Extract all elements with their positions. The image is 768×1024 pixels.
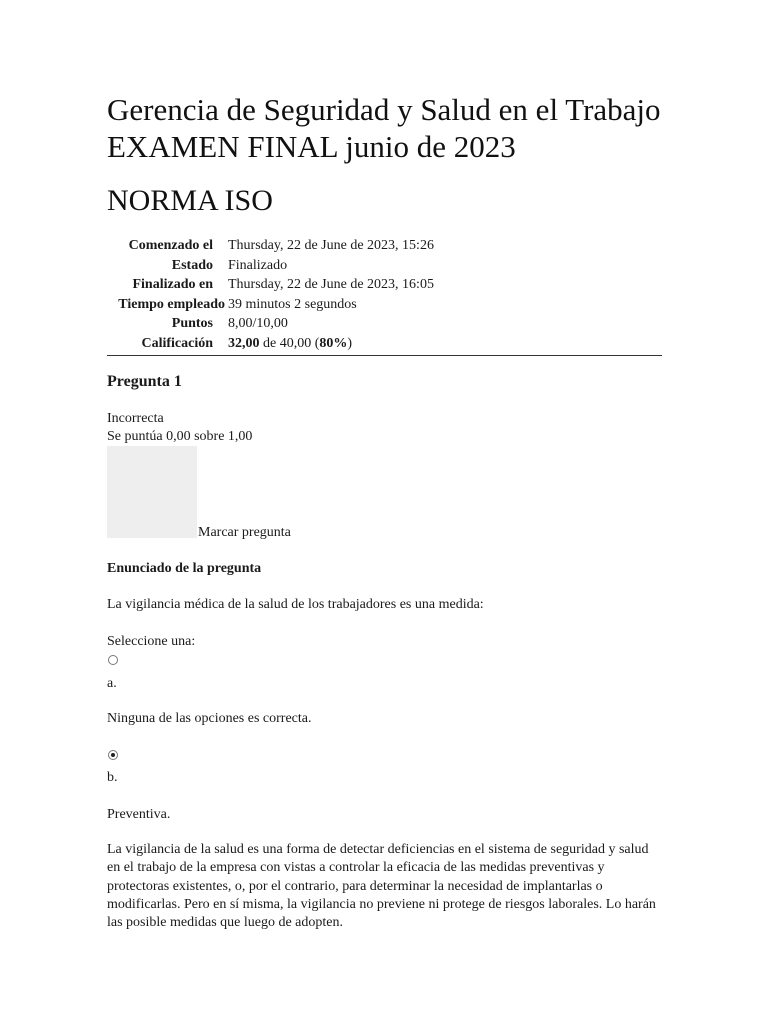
summary-label: Tiempo empleado [118, 296, 225, 312]
summary-row-state [107, 256, 662, 276]
summary-value: 39 minutos 2 segundos [228, 296, 357, 312]
summary-row-grade [107, 334, 662, 354]
summary-label: Puntos [171, 316, 213, 332]
select-one-prompt: Seleccione una: [107, 634, 196, 649]
summary-label: Comenzado el [128, 238, 213, 253]
grade-score: 32,00 [228, 335, 260, 351]
grade-value [228, 334, 352, 354]
summary-value: Thursday, 22 de June de 2023, 15:26 [228, 238, 434, 253]
quiz-subtitle: NORMA ISO [107, 184, 273, 217]
flag-question-icon[interactable] [107, 446, 197, 538]
summary-value: 8,00/10,00 [228, 316, 288, 332]
attempt-summary-table [107, 236, 662, 356]
question-statement-heading: Enunciado de la pregunta [107, 561, 262, 576]
summary-row-time-taken [107, 295, 662, 315]
option-b-text[interactable]: Preventiva. [107, 807, 171, 822]
grade-percent: 80% [319, 335, 348, 351]
option-b-radio[interactable] [108, 750, 118, 760]
summary-value: Thursday, 22 de June de 2023, 16:05 [228, 277, 434, 293]
option-a-text[interactable]: Ninguna de las opciones es correcta. [107, 711, 312, 726]
question-state: Incorrecta [107, 411, 164, 426]
question-title: Pregunta 1 [107, 373, 182, 390]
option-b-letter: b. [107, 770, 118, 785]
summary-label: Calificación [141, 335, 213, 351]
summary-label: Finalizado en [132, 277, 213, 293]
option-a-radio[interactable] [108, 655, 118, 665]
summary-label: Estado [171, 257, 213, 273]
question-status-block [107, 410, 252, 446]
summary-value: Finalizado [228, 257, 288, 273]
summary-row-points [107, 314, 662, 334]
specific-feedback: La vigilancia de la salud es una forma de detectar deficiencias en el sistema de seguridad y salud en el trabajo de la empresa con vistas a controlar la eficacia de las medidas preventivas y protectoras existentes, o, por el contrario, para determinar la necesidad de implantarlas o modificarlas. Pero en sí misma, la vigilancia no previene ni protege de riesgos laborales. Lo harán las posible medidas que luego de adopten. [107, 842, 656, 931]
grade-of-text: de 40,00 ( [259, 335, 320, 351]
question-points: Se puntúa 0,00 sobre 1,00 [107, 429, 253, 444]
summary-row-started [107, 236, 662, 256]
grade-close: ) [347, 335, 353, 351]
quiz-title: Gerencia de Seguridad y Salud en el Trabajo EXAMEN FINAL junio de 2023 [107, 92, 661, 164]
flag-question-link[interactable]: Marcar pregunta [198, 525, 291, 540]
question-text: La vigilancia médica de la salud de los trabajadores es una medida: [107, 597, 484, 612]
option-a-letter: a. [107, 676, 117, 691]
summary-row-finished [107, 275, 662, 295]
